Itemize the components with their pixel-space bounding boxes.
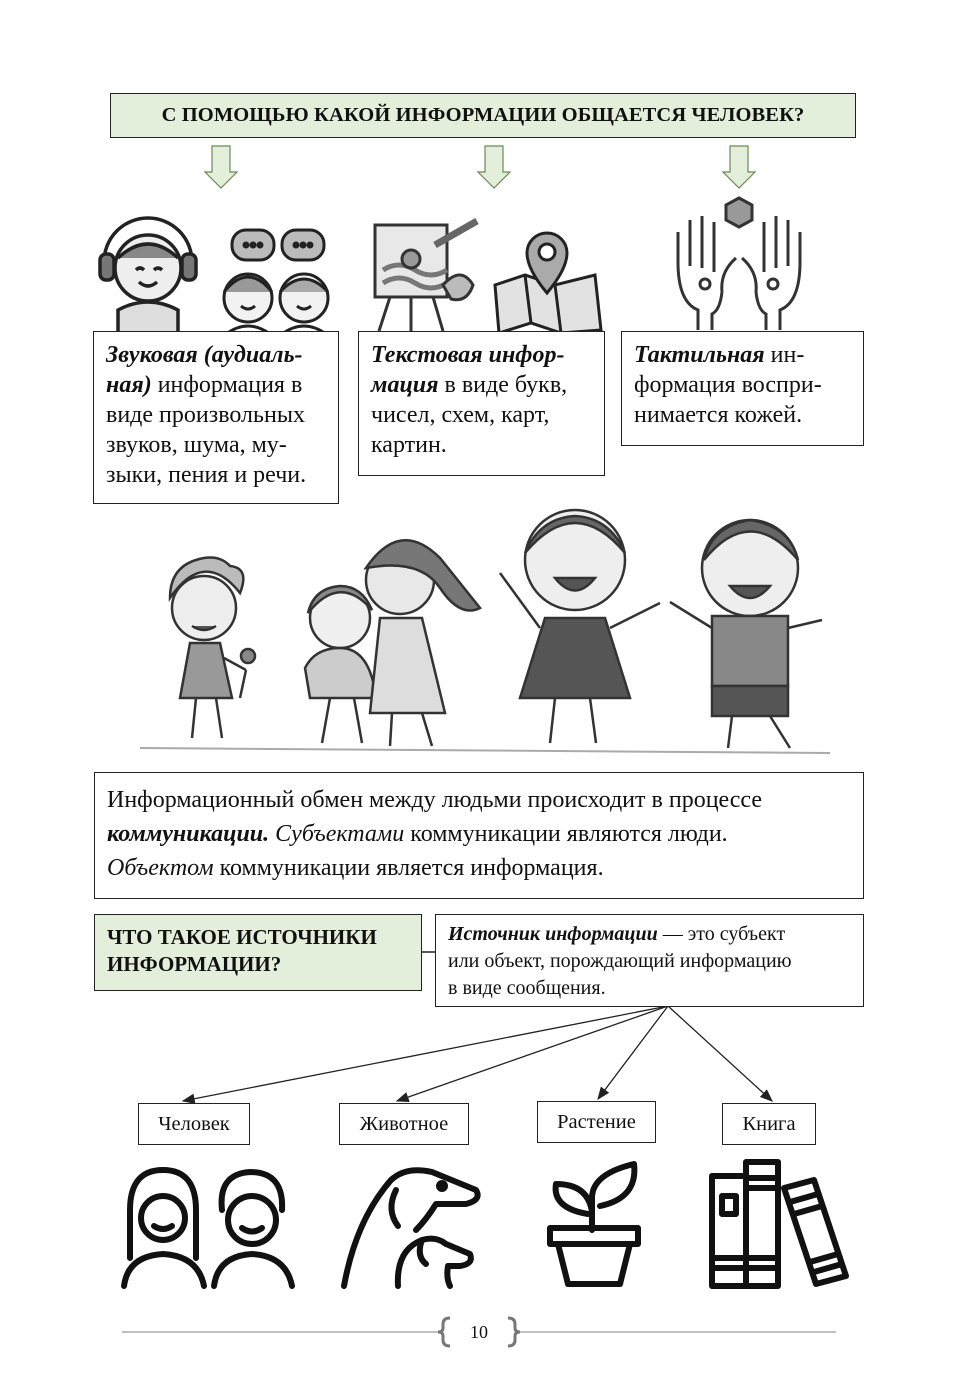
page-number: 10 (470, 1321, 488, 1342)
communication-box: Информационный обмен между людьми происходит в процессе коммуникации. Субъектами коммуникации являются люди. Объектом коммуникации является информация. (94, 772, 864, 899)
source-label-book: Книга (722, 1103, 816, 1145)
page-title: С ПОМОЩЬЮ КАКОЙ ИНФОРМАЦИИ ОБЩАЕТСЯ ЧЕЛОВЕК? (110, 93, 856, 138)
audio-info-box: Звуковая (аудиаль- ная) информация в виде произвольных звуков, шума, му- зыки, пения и речи. (93, 331, 339, 504)
arrow-to-book (668, 1006, 772, 1101)
down-arrow-icon (723, 146, 755, 188)
down-arrows (0, 0, 980, 200)
down-arrow-icon (205, 146, 237, 188)
talking-children-icon (224, 230, 328, 334)
down-arrow-icon (478, 146, 510, 188)
arrow-to-animal (397, 1006, 668, 1101)
hands-touch-icon (668, 192, 810, 332)
plant-icon (542, 1158, 652, 1290)
source-label-plant: Растение (537, 1101, 656, 1143)
tactile-info-box: Тактильная ин- формация воспри- нимается кожей. (621, 331, 864, 446)
easel-icon (365, 215, 610, 335)
map-pin-icon (495, 233, 601, 333)
arrow-to-human (183, 1006, 668, 1101)
books-icon (706, 1158, 852, 1290)
arrow-to-plant (598, 1006, 668, 1099)
source-label-human: Человек (138, 1103, 250, 1145)
definition-box: Источник информации — это субъект или объект, порождающий информацию в виде сообщения. (435, 914, 864, 1007)
dog-icon (336, 1160, 486, 1290)
headphones-child-icon (96, 210, 346, 335)
text-info-box: Текстовая инфор- мация в виде букв, чисел, схем, карт, картин. (358, 331, 605, 476)
children-illustration (100, 498, 845, 766)
source-label-animal: Животное (339, 1103, 469, 1145)
people-icon (118, 1160, 298, 1290)
sources-question: ЧТО ТАКОЕ ИСТОЧНИКИ ИНФОРМАЦИИ? (94, 914, 422, 991)
